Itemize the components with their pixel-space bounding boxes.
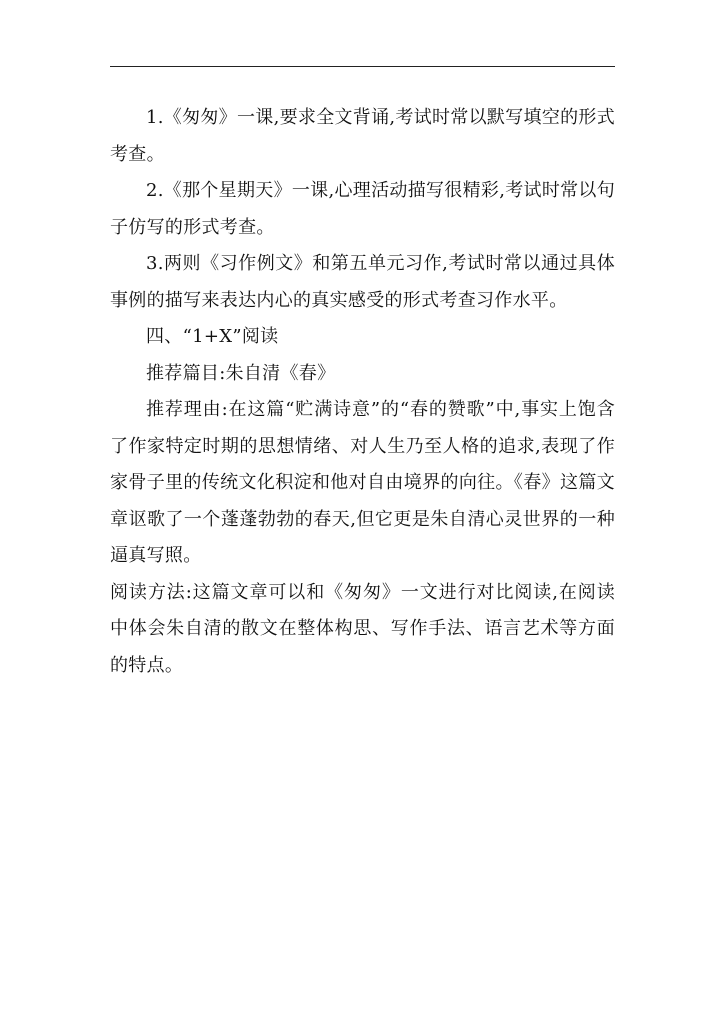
section-heading-reading: 四、“1+X”阅读 [146,326,279,347]
paragraph-item-1-recitation: 1.《匆匆》一课,要求全文背诵,考试时常以默写填空的形式考查。 [110,107,616,165]
paragraph-item-2-that-sunday: 2.《那个星期天》一课,心理活动描写很精彩,考试时常以句子仿写的形式考查。 [110,180,616,238]
header-rule [110,66,615,67]
paragraph-item-3-writing: 3.两则《习作例文》和第五单元习作,考试时常以通过具体事例的描写来表达内心的真实感受的形式考查习作水平。 [110,253,615,311]
paragraph-recommended-reason: 推荐理由:在这篇“贮满诗意”的“春的赞歌”中,事实上饱含了作家特定时期的思想情绪、对人生乃至人格的追求,表现了作家骨子里的传统文化积淀和他对自由境界的向往。《春》这篇文章讴歌了一个蓬蓬勃勃的春天,但它更是朱自清心灵世界的一种逼真写照。 [110,399,615,566]
document-body [110,100,615,684]
paragraph-reading-method: 阅读方法:这篇文章可以和《匆匆》一文进行对比阅读,在阅读中体会朱自清的散文在整体构思、写作手法、语言艺术等方面的特点。 [110,581,615,676]
paragraph-recommended-title: 推荐篇目:朱自清《春》 [146,362,336,384]
